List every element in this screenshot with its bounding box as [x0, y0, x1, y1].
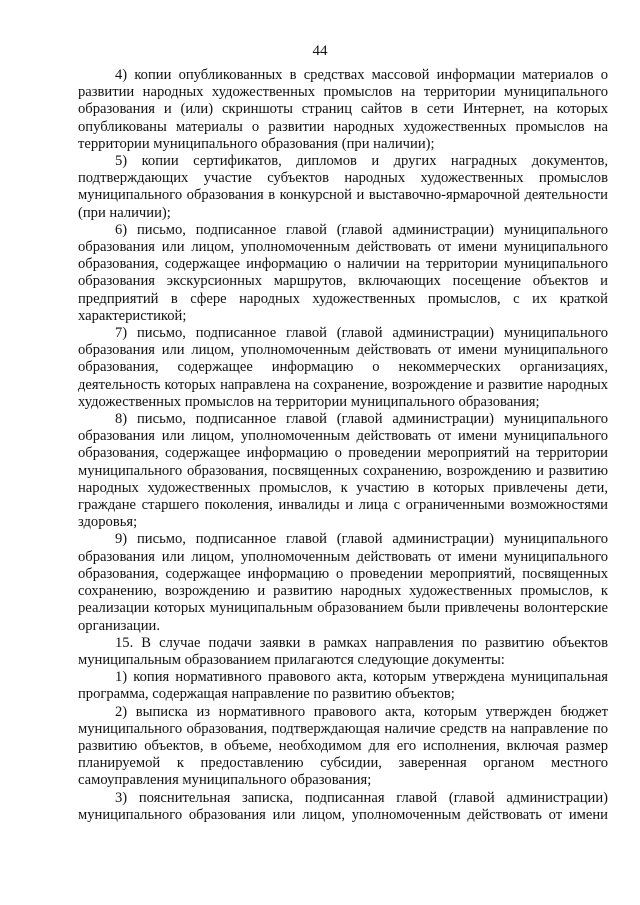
paragraph-item-6: 6) письмо, подписанное главой (главой администрации) муниципального образования или лицом, уполномоченным действовать от имени муниципального образования, содержащее информацию о наличии на территории муниципального образования экскурсионных маршрутов, включающих посещение объектов и предприятий в сфере народных художественных промыслов, с их краткой характеристикой; — [78, 221, 608, 324]
paragraph-item-7: 7) письмо, подписанное главой (главой администрации) муниципального образования или лицом, уполномоченным действовать от имени муниципального образования, содержащее информацию о некоммерческих организациях, деятельность которых направлена на сохранение, возрождение и развитие народных художественных промыслов на территории муниципального образования; — [78, 325, 608, 410]
paragraph-item-9: 9) письмо, подписанное главой (главой администрации) муниципального образования или лицом, уполномоченным действовать от имени муниципального образования, содержащее информацию о проведении мероприятий, посвященных сохранению, возрождению и развитию народных художественных промыслов, к реализации которых муниципальным образованием были привлечены волонтерские организации. — [78, 531, 608, 634]
paragraph-subitem-3: 3) пояснительная записка, подписанная главой (главой администрации) муниципального образования или лицом, уполномоченным действовать от имени — [78, 789, 608, 823]
page-number: 44 — [312, 43, 328, 59]
paragraph-subitem-1: 1) копия нормативного правового акта, которым утверждена муниципальная программа, содержащая направление по развитию объектов; — [78, 669, 608, 703]
paragraph-clause-15: 15. В случае подачи заявки в рамках направления по развитию объектов муниципальным образованием прилагаются следующие документы: — [78, 634, 608, 668]
paragraph-item-5: 5) копии сертификатов, дипломов и других наградных документов, подтверждающих участие субъектов народных художественных промыслов муниципального образования в конкурсной и выставочно-ярмарочной деятельности (при наличии); — [78, 153, 608, 221]
document-body — [78, 67, 608, 824]
paragraph-subitem-2: 2) выписка из нормативного правового акта, которым утвержден бюджет муниципального образования, подтверждающая наличие средств на направление по развитию объектов, в объеме, необходимом для его исполнения, включая размер планируемой к предоставлению субсидии, заверенная органом местного самоуправления муниципального образования; — [78, 703, 608, 789]
paragraph-item-4: 4) копии опубликованных в средствах массовой информации материалов о развитии народных художественных промыслов на территории муниципального образования и (или) скриншоты страниц сайтов в сети Интернет, на которых опубликованы материалы о развитии народных художественных промыслов на территории муниципального образования (при наличии); — [78, 67, 608, 152]
paragraph-item-8: 8) письмо, подписанное главой (главой администрации) муниципального образования или лицом, уполномоченным действовать от имени муниципального образования, содержащее информацию о проведении мероприятий на территории муниципального образования, посвященных сохранению, возрождению и развитию народных художественных промыслов, к участию в которых привлечены дети, граждане старшего поколения, инвалиды и лица с ограниченными возможностями здоровья; — [78, 411, 608, 531]
